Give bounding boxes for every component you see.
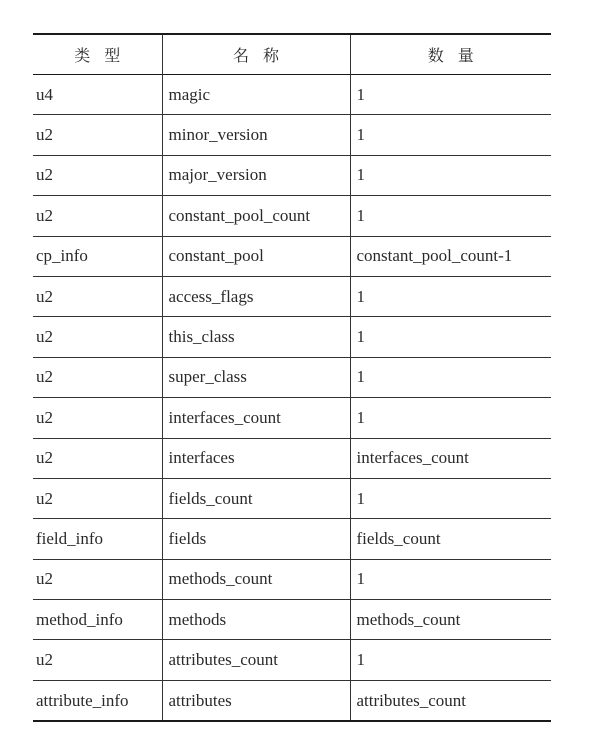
cell-name: fields_count — [162, 478, 350, 518]
cell-count: methods_count — [350, 600, 551, 640]
cell-type: u2 — [33, 317, 162, 357]
cell-type: u2 — [33, 559, 162, 599]
cell-name: methods — [162, 600, 350, 640]
class-file-structure-table-wrap — [33, 33, 551, 722]
cell-count: 1 — [350, 357, 551, 397]
cell-name: fields — [162, 519, 350, 559]
cell-type: u2 — [33, 640, 162, 680]
cell-name: magic — [162, 75, 350, 115]
header-count: 数量 — [350, 34, 551, 75]
table-row — [33, 317, 551, 357]
header-type: 类型 — [74, 46, 135, 65]
cell-count: 1 — [350, 75, 551, 115]
cell-type: u2 — [33, 276, 162, 316]
cell-count: constant_pool_count-1 — [350, 236, 551, 276]
cell-type: u4 — [36, 84, 53, 104]
cell-type: u2 — [33, 115, 162, 155]
cell-type: u2 — [33, 438, 162, 478]
cell-name: major_version — [162, 155, 350, 195]
cell-type: u2 — [33, 398, 162, 438]
cell-name: constant_pool — [162, 236, 350, 276]
cell-name: access_flags — [162, 276, 350, 316]
table-row — [33, 478, 551, 518]
table-row — [33, 680, 551, 721]
cell-type: method_info — [33, 600, 162, 640]
cell-type: field_info — [33, 519, 162, 559]
cell-name: constant_pool_count — [162, 196, 350, 236]
table-row — [33, 115, 551, 155]
table-row — [33, 398, 551, 438]
cell-name: interfaces — [162, 438, 350, 478]
table-body — [33, 75, 551, 722]
cell-type: attribute_info — [33, 680, 162, 721]
table-row — [33, 155, 551, 195]
class-file-structure-table — [33, 33, 551, 722]
cell-count: 1 — [350, 478, 551, 518]
table-row — [33, 75, 551, 115]
table-header — [33, 34, 551, 75]
cell-name: super_class — [162, 357, 350, 397]
table-row — [33, 357, 551, 397]
cell-count: 1 — [350, 559, 551, 599]
table-row — [33, 438, 551, 478]
header-name: 名称 — [162, 34, 350, 75]
cell-type: cp_info — [33, 236, 162, 276]
cell-count: 1 — [350, 155, 551, 195]
cell-name: this_class — [162, 317, 350, 357]
cell-name: interfaces_count — [162, 398, 350, 438]
cell-name: attributes_count — [162, 640, 350, 680]
cell-count: 1 — [350, 640, 551, 680]
cell-name: minor_version — [162, 115, 350, 155]
cell-count: interfaces_count — [350, 438, 551, 478]
header-row — [33, 34, 551, 75]
table-row — [33, 276, 551, 316]
cell-count: 1 — [350, 398, 551, 438]
table-row — [33, 559, 551, 599]
cell-count: 1 — [350, 115, 551, 155]
table-row — [33, 519, 551, 559]
cell-name: methods_count — [162, 559, 350, 599]
table-row — [33, 196, 551, 236]
cell-name: attributes — [162, 680, 350, 721]
cell-count: 1 — [350, 317, 551, 357]
cell-type: u2 — [33, 196, 162, 236]
table-row — [33, 640, 551, 680]
table-row — [33, 600, 551, 640]
cell-type: u2 — [33, 155, 162, 195]
table-row — [33, 236, 551, 276]
cell-type: u2 — [33, 478, 162, 518]
cell-count: 1 — [350, 196, 551, 236]
cell-count: 1 — [350, 276, 551, 316]
cell-type: u2 — [33, 357, 162, 397]
cell-count: attributes_count — [350, 680, 551, 721]
cell-count: fields_count — [350, 519, 551, 559]
